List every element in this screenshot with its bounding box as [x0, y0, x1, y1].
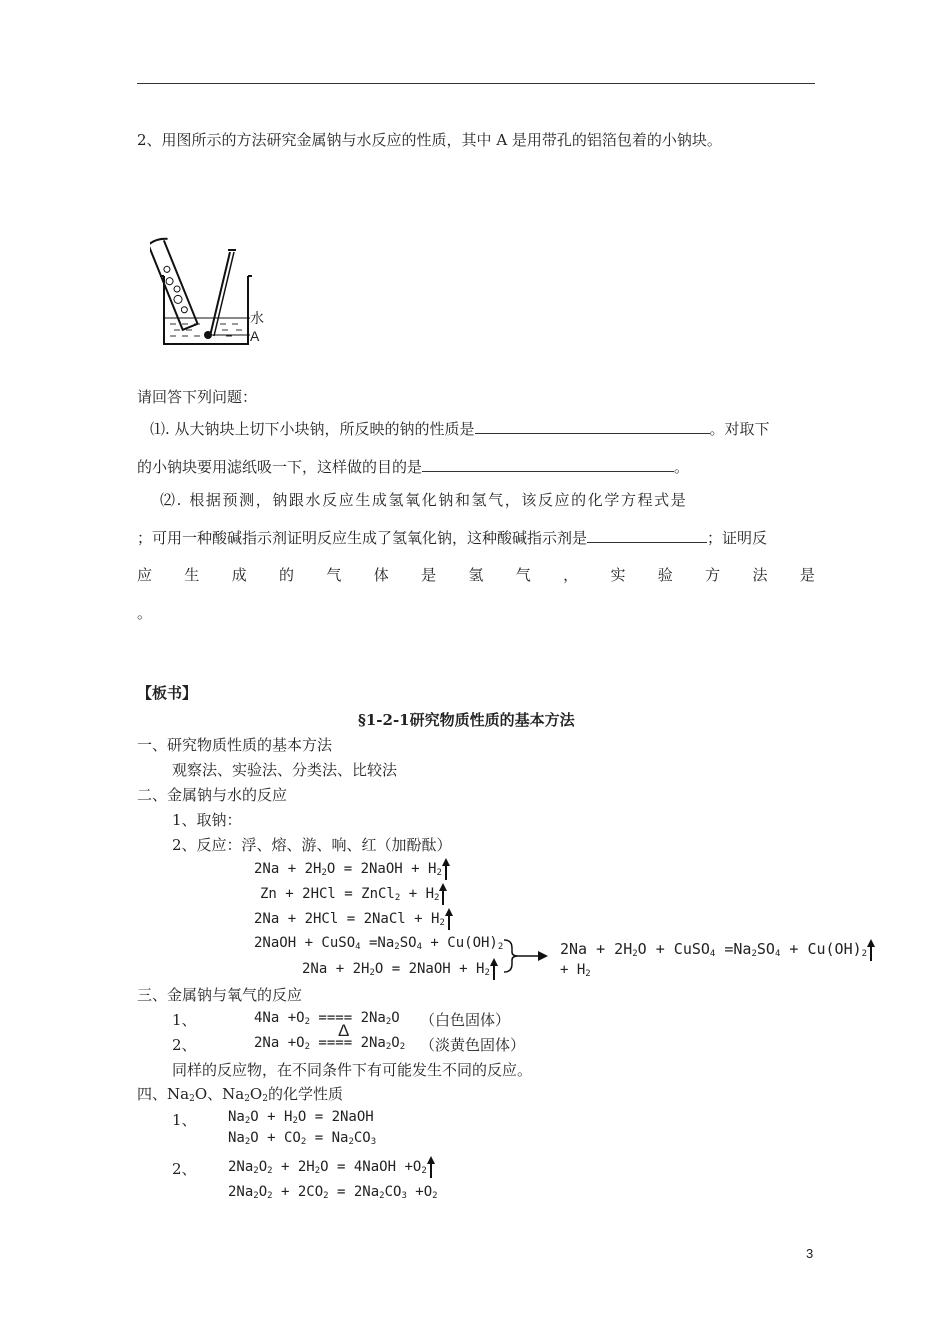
char: 法	[752, 566, 768, 584]
section-3-item-1-num: 1、	[172, 1011, 197, 1029]
answer-blank-1[interactable]	[475, 419, 710, 434]
equation-na-water: $2Na + 2H_2O$ = 2NaOH + $H_2$	[254, 860, 450, 877]
part-2-line-1: ⑵. 根据预测，钠跟水反应生成氢氧化钠和氢气，该反应的化学方程式是	[160, 491, 688, 509]
gas-arrow-icon	[490, 960, 498, 976]
section-3-note: 同样的反应物，在不同条件下有可能发生不同的反应。	[172, 1061, 533, 1079]
char: 实	[610, 566, 626, 584]
section-2-title: 二、金属钠与水的反应	[137, 786, 288, 804]
char: 体	[373, 566, 389, 584]
part-1-text-d: 。	[674, 458, 690, 476]
section-4-item-1-num: 1、	[172, 1111, 197, 1129]
gas-arrow-icon	[442, 860, 450, 876]
part-1-line-2	[137, 456, 689, 477]
char: 氢	[468, 566, 484, 584]
label-a: A	[250, 328, 260, 344]
part-1-text-b: 。对取下	[709, 420, 770, 438]
question-2-intro: 2、用图所示的方法研究金属钠与水反应的性质，其中 A 是用带孔的铝箔包着的小钠块。	[137, 131, 722, 149]
section-1-title: 一、研究物质性质的基本方法	[137, 736, 333, 754]
char: 是	[421, 566, 437, 584]
section-4-item-2-num: 2、	[172, 1160, 197, 1178]
header-rule	[137, 83, 815, 84]
section-3-title: 三、金属钠与氧气的反应	[137, 986, 303, 1004]
equation-combined: $2Na + 2H_2O$ + CuSO$_4$ $=Na_2SO_4 + Cu(OH)_2$	[560, 940, 875, 958]
section-4-title: 四、$Na_2O$、$Na_2O_2$的化学性质	[137, 1085, 343, 1104]
question-prompt: 请回答下列问题：	[137, 388, 258, 406]
part-2-line-2	[137, 527, 767, 548]
char: 的	[279, 566, 295, 584]
gas-arrow-icon	[445, 910, 453, 926]
equation-naoh-cuso4: 2NaOH + CuSO$_4$ $=Na_2SO_4 + Cu(OH)_2$	[254, 935, 504, 952]
part-2-text-b: ；证明反	[707, 529, 768, 547]
equation-na-o2-cold: $4Na +O_2$ ==== $2Na_2O$	[254, 1010, 400, 1027]
equation-zn-hcl: Zn + 2HCl = ZnCl$_2$ + $H_2$	[260, 885, 447, 902]
char: 生	[184, 566, 200, 584]
board-title: §1-2-1研究物质性质的基本方法	[358, 711, 575, 729]
answer-blank-2[interactable]	[422, 457, 674, 472]
part-2-line-4: 。	[137, 604, 153, 622]
page-number: 3	[806, 1246, 814, 1261]
section-1-items: 观察法、实验法、分类法、比较法	[172, 761, 398, 779]
char: 气	[515, 566, 531, 584]
answer-blank-3[interactable]	[587, 528, 707, 543]
part-2-text-a: ；可用一种酸碱指示剂证明反应生成了氢氧化钠，这种酸碱指示剂是	[137, 529, 588, 547]
brace-arrow-icon	[500, 938, 550, 974]
char: 方	[705, 566, 721, 584]
equation-na-water-2: $2Na + 2H_2O$ = 2NaOH + $H_2$	[302, 960, 498, 977]
gas-arrow-icon	[867, 941, 875, 957]
equation-combined-cont: + $H_2$	[560, 962, 591, 979]
heat-symbol: Δ	[338, 1021, 350, 1040]
equation-na-hcl: 2Na + 2HCl = 2NaCl + $H_2$	[254, 910, 453, 927]
section-2-item-1: 1、取钠：	[172, 811, 242, 829]
board-heading: 【板书】	[137, 684, 198, 702]
apparatus-figure	[150, 236, 275, 348]
part-1-text-c: 的小钠块要用滤纸吸一下，这样做的目的是	[137, 458, 423, 476]
section-2-item-2: 2、反应：浮、熔、游、响、红（加酚酞）	[172, 836, 452, 854]
label-water: 水	[250, 311, 264, 327]
part-1-line-1	[150, 418, 770, 439]
section-3-item-2-note: （淡黄色固体）	[420, 1036, 526, 1054]
char: 成	[231, 566, 247, 584]
gas-arrow-icon	[439, 885, 447, 901]
part-1-text-a: ⑴. 从大钠块上切下小块钠，所反映的钠的性质是	[150, 420, 475, 438]
part-2-line-3	[137, 564, 815, 585]
section-3-item-1-note: （白色固体）	[420, 1011, 511, 1029]
equation-na2o2-co2: $2Na_2O_2 + 2CO_2 = 2Na_2CO_3 +O_2$	[228, 1184, 438, 1201]
char: 气	[326, 566, 342, 584]
char: ，	[563, 566, 579, 584]
equation-na2o-water: $Na_2O + H_2O$ = 2NaOH	[228, 1109, 374, 1126]
char: 应	[137, 566, 153, 584]
char: 是	[799, 566, 815, 584]
equation-na2o-co2: $Na_2O + CO_2 = Na_2CO_3$	[228, 1130, 377, 1147]
equation-na-o2-heat: $2Na +O_2$ ==== $2Na_2O_2$	[254, 1035, 406, 1052]
gas-arrow-icon	[427, 1158, 435, 1174]
char: 验	[657, 566, 673, 584]
section-3-item-2-num: 2、	[172, 1036, 197, 1054]
equation-na2o2-water: $2Na_2O_2 + 2H_2O$ = 4NaOH $+O_2$	[228, 1158, 435, 1175]
